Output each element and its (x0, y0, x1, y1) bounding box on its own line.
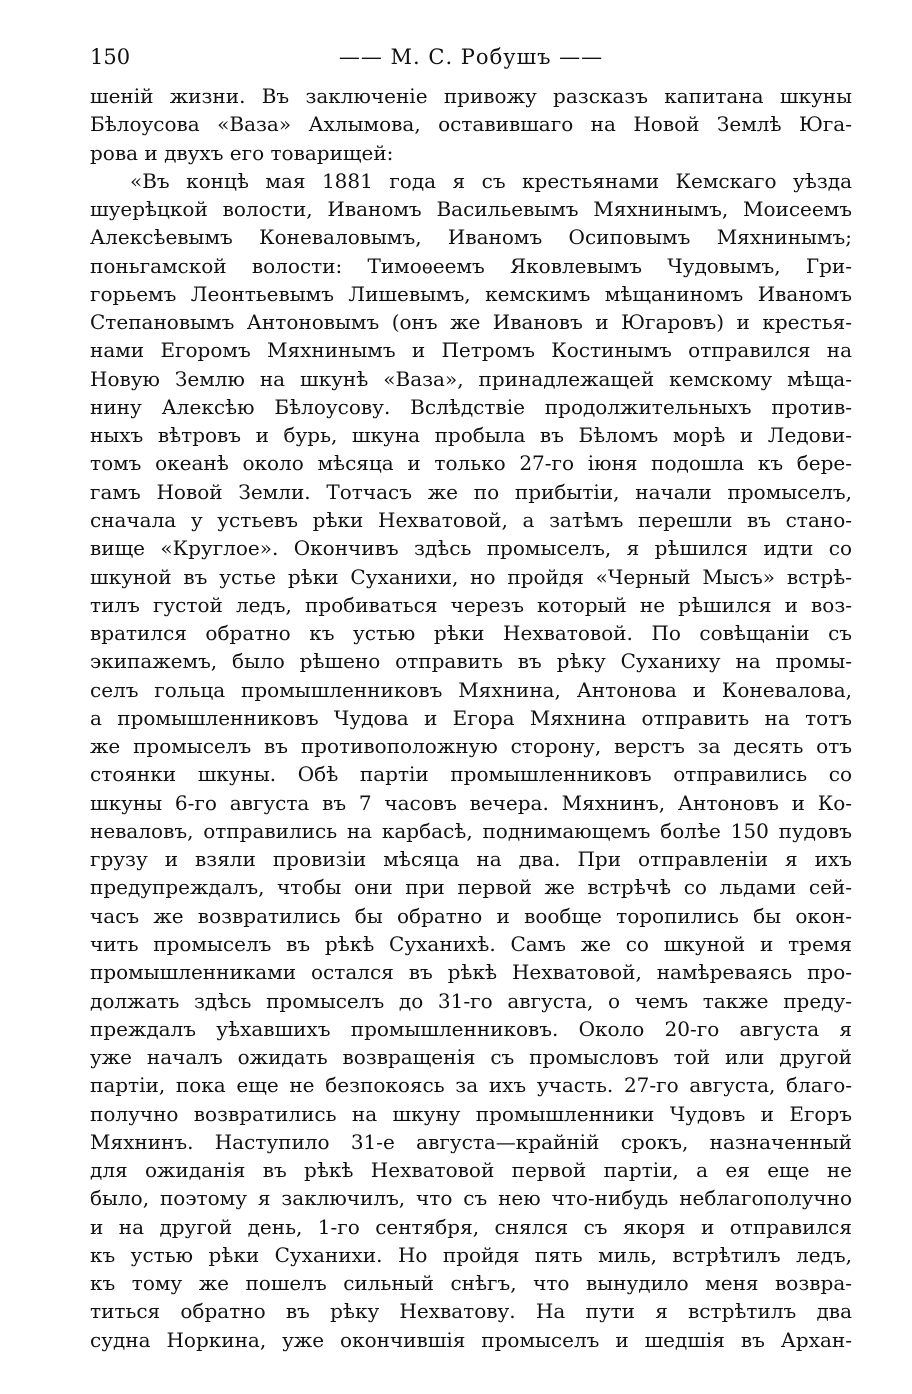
text-line: шкуны 6-го августа въ 7 часовъ вечера. Мяхнинъ, Антоновъ и Ко- (90, 790, 852, 815)
text-line: къ тому же пошелъ сильный снѣгъ, что вынудило меня возвра- (90, 1271, 852, 1296)
text-line: ныхъ вѣтровъ и бурь, шкуна пробыла въ Бѣломъ морѣ и Ледови- (90, 423, 852, 448)
text-line: Новую Землю на шкунѣ «Ваза», принадлежащей кемскому мѣща- (90, 366, 852, 391)
text-line: тилъ густой ледъ, пробиваться черезъ который не рѣшился и воз- (90, 592, 852, 617)
text-line: экипажемъ, было рѣшено отправить въ рѣку Суханиху на промы- (90, 649, 852, 674)
text-line: поньгамской волости: Тимоѳеемъ Яковлевымъ Чудовымъ, Гри- (90, 253, 852, 278)
text-line: судна Норкина, уже окончившiя промыселъ и шедшiя въ Архан- (90, 1327, 852, 1352)
text-line: преждалъ уѣхавшихъ промышленниковъ. Около 20-го августа я (90, 1016, 852, 1041)
page-number: 150 (90, 45, 131, 69)
text-line: предупреждалъ, чтобы они при первой же встрѣчѣ со льдами сей- (90, 875, 852, 900)
text-line: должать здѣсь промыселъ до 31-го августа, о чемъ также преду- (90, 988, 852, 1013)
text-line: селъ гольца промышленниковъ Мяхнина, Антонова и Коневалова, (90, 677, 852, 702)
text-line: вратился обратно къ устью рѣки Нехватовой. По совѣщанiи съ (90, 621, 852, 646)
text-line: вище «Круглое». Окончивъ здѣсь промыселъ, я рѣшился идти со (90, 536, 852, 561)
text-line: промышленниками остался въ рѣкѣ Нехватовой, намѣреваясь про- (90, 960, 852, 985)
text-line: къ устью рѣки Суханихи. Но пройдя пять миль, встрѣтилъ ледъ, (90, 1242, 852, 1267)
text-line: Алексѣевымъ Коневаловымъ, Иваномъ Осиповымъ Мяхнинымъ; (90, 225, 852, 250)
running-head: —— М. С. Робушъ —— (338, 45, 604, 69)
text-line: партiи, пока еще не безпокоясь за ихъ участь. 27-го августа, благо- (90, 1073, 852, 1098)
text-line: титься обратно въ рѣку Нехватову. На пути я встрѣтилъ два (90, 1299, 852, 1324)
text-line: получно возвратились на шкуну промышленники Чудовъ и Егоръ (90, 1101, 852, 1126)
text-line: Мяхнинъ. Наступило 31-е августа—крайнiй срокъ, назначенный (90, 1129, 852, 1154)
text-line: а промышленниковъ Чудова и Егора Мяхнина отправить на тотъ (90, 705, 852, 730)
text-line: неваловъ, отправились на карбасѣ, поднимающемъ болѣе 150 пудовъ (90, 818, 852, 843)
text-line: томъ океанѣ около мѣсяца и только 27-го iюня подошла къ бере- (90, 451, 852, 476)
text-line: шуерѣцкой волости, Иваномъ Васильевымъ Мяхнинымъ, Моисеемъ (90, 197, 852, 222)
text-line: рова и двухъ его товарищей: (90, 140, 394, 165)
text-line: сначала у устьевъ рѣки Нехватовой, а затѣмъ перешли въ стано- (90, 507, 852, 532)
text-line: шенiй жизни. Въ заключенiе привожу разсказъ капитана шкуны (90, 84, 852, 108)
text-line: нами Егоромъ Мяхнинымъ и Петромъ Костинымъ отправился на (90, 338, 852, 363)
text-line: «Въ концѣ мая 1881 года я съ крестьянами Кемскаго уѣзда (130, 168, 852, 193)
text-line: и на другой день, 1-го сентября, снялся съ якоря и отправился (90, 1214, 852, 1239)
text-line: же промыселъ въ противоположную сторону, верстъ за десять отъ (90, 734, 852, 759)
text-line: было, поэтому я заключилъ, что съ нею что-нибудь неблагополучно (90, 1186, 852, 1211)
text-line: шкуной въ устье рѣки Суханихи, но пройдя «Черный Мысъ» встрѣ- (90, 564, 852, 589)
text-line: уже началъ ожидать возвращенiя съ промысловъ той или другой (90, 1045, 852, 1070)
text-line: горьемъ Леонтьевымъ Лишевымъ, кемскимъ мѣщаниномъ Иваномъ (90, 281, 852, 306)
text-line: для ожиданiя въ рѣкѣ Нехватовой первой партiи, а ея еще не (90, 1158, 852, 1183)
text-line: часъ же возвратились бы обратно и вообще торопились бы окон- (90, 903, 852, 928)
text-line: грузу и взяли провизiи мѣсяца на два. При отправленiи я ихъ (90, 847, 852, 872)
text-line: Бѣлоусова «Ваза» Ахлымова, оставившаго на Новой Землѣ Юга- (90, 112, 852, 137)
body-text (90, 82, 852, 1354)
text-line: чить промыселъ въ рѣкѣ Суханихѣ. Самъ же со шкуной и тремя (90, 931, 852, 956)
text-line: нину Алексѣю Бѣлоусову. Вслѣдствiе продолжительныхъ против- (90, 394, 852, 419)
text-line: стоянки шкуны. Обѣ партiи промышленниковъ отправились со (90, 762, 852, 787)
text-line: Степановымъ Антоновымъ (онъ же Ивановъ и Югаровъ) и крестья- (90, 310, 852, 335)
text-line: гамъ Новой Земли. Тотчасъ же по прибытiи, начали промыселъ, (90, 479, 852, 504)
page-header (90, 40, 852, 74)
